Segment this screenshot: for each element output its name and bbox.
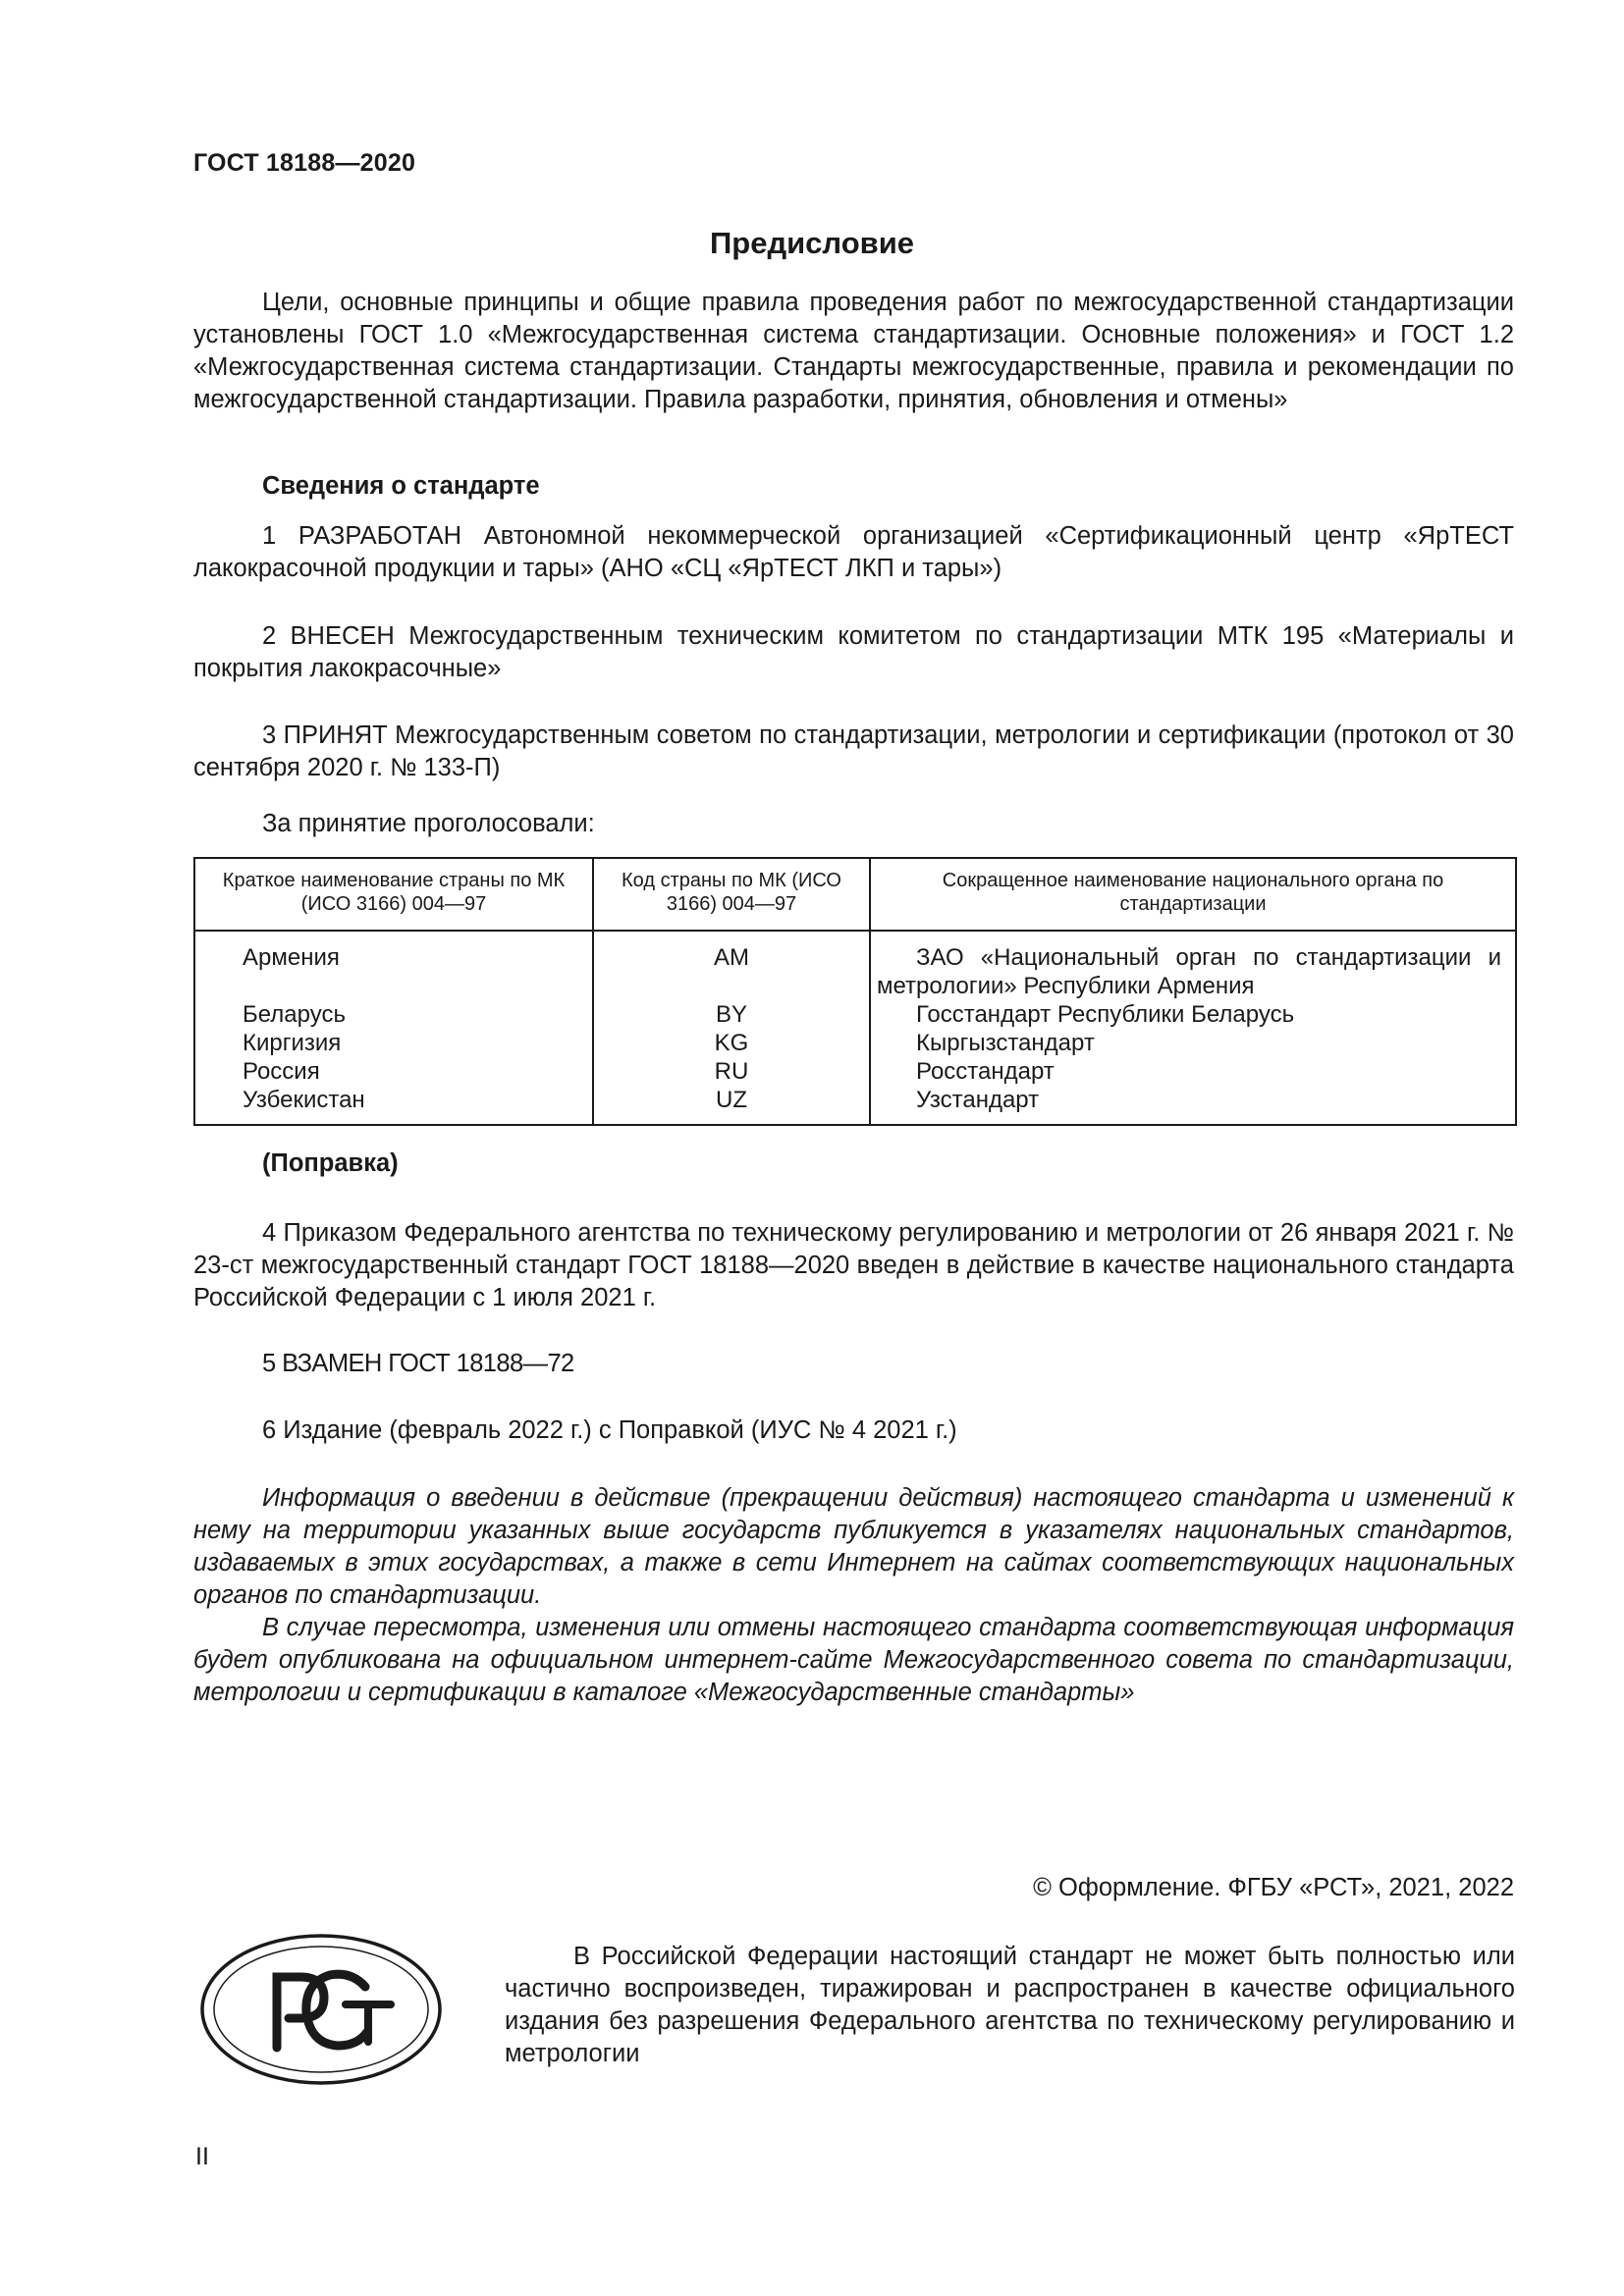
table-header-row bbox=[194, 858, 1516, 931]
table-row bbox=[194, 1000, 1516, 1029]
page-title: Предисловие bbox=[709, 226, 914, 260]
item-developed: 1 РАЗРАБОТАН Автономной некоммерческой организацией «Сертификационный центр «ЯрТЕСТ лакокрасочной продукции и тары» (АНО «СЦ «ЯрТЕСТ ЛКП и тары») bbox=[193, 522, 1514, 582]
country-cell: Узбекистан bbox=[194, 1086, 593, 1125]
info-heading: Сведения о стандарте bbox=[262, 472, 540, 500]
note-revision-info: В случае пересмотра, изменения или отмены настоящего стандарта соответствующая информация будет опубликована на официальном интернет-сайте Межгосударственного совета по стандартизации, метрологии и сертификации в каталоге «Межгосударственные стандарты» bbox=[193, 1614, 1514, 1706]
table-row bbox=[194, 1057, 1516, 1086]
body-cell: Кыргызстандарт bbox=[870, 1029, 1516, 1057]
item-adopted: 3 ПРИНЯТ Межгосударственным советом по стандартизации, метрологии и сертификации (протокол от 30 сентября 2020 г. № 133-П) bbox=[193, 721, 1514, 781]
reproduction-notice: В Российской Федерации настоящий стандарт не может быть полностью или частично воспроизведен, тиражирован и распространен в качестве официального издания без разрешения Федерального агентства по техническому регулированию и метрологии bbox=[505, 1943, 1515, 2067]
country-cell: Армения bbox=[194, 931, 593, 1000]
copyright-line: © Оформление. ФГБУ «РСТ», 2021, 2022 bbox=[1033, 1874, 1514, 1901]
voting-countries-table bbox=[193, 857, 1517, 1126]
country-cell: Киргизия bbox=[194, 1029, 593, 1057]
body-cell: Узстандарт bbox=[870, 1086, 1516, 1125]
country-cell: Россия bbox=[194, 1057, 593, 1086]
item-replaces: 5 ВЗАМЕН ГОСТ 18188—72 bbox=[262, 1350, 574, 1377]
column-header-body: Сокращенное наименование национального органа по стандартизации bbox=[870, 858, 1516, 931]
document-code: ГОСТ 18188—2020 bbox=[193, 149, 416, 177]
code-cell: KG bbox=[593, 1029, 870, 1057]
amendment-label: (Поправка) bbox=[262, 1149, 399, 1177]
intro-paragraph: Цели, основные принципы и общие правила проведения работ по межгосударственной стандартизации установлены ГОСТ 1.0 «Межгосударственная система стандартизации. Основные положения» и ГОСТ 1.2 «Межгосударственная система стандартизации. Стандарты межгосударственные, правила и рекомендации по межгосударственной стандартизации. Правила разработки, принятия, обновления и отмены» bbox=[193, 289, 1514, 413]
code-cell: RU bbox=[593, 1057, 870, 1086]
table-row bbox=[194, 931, 1516, 1000]
item-edition: 6 Издание (февраль 2022 г.) с Поправкой (ИУС № 4 2021 г.) bbox=[262, 1416, 957, 1444]
item-enacted: 4 Приказом Федерального агентства по техническому регулированию и метрологии от 26 января 2021 г. № 23-ст межгосударственный стандарт ГОСТ 18188—2020 введен в действие в качестве национального стандарта Российской Федерации с 1 июля 2021 г. bbox=[193, 1219, 1514, 1311]
column-header-code: Код страны по МК (ИСО 3166) 004—97 bbox=[593, 858, 870, 931]
table-row bbox=[194, 1029, 1516, 1057]
body-cell: Госстандарт Республики Беларусь bbox=[870, 1000, 1516, 1029]
body-cell: ЗАО «Национальный орган по стандартизации и метрологии» Республики Армения bbox=[870, 931, 1516, 1000]
code-cell: UZ bbox=[593, 1086, 870, 1125]
column-header-country: Краткое наименование страны по МК (ИСО 3166) 004—97 bbox=[194, 858, 593, 931]
vote-intro: За принятие проголосовали: bbox=[262, 810, 595, 837]
rst-logo-icon bbox=[198, 1932, 444, 2087]
code-cell: AM bbox=[593, 931, 870, 1000]
page-number: II bbox=[195, 2143, 209, 2170]
table-row bbox=[194, 1086, 1516, 1125]
note-enactment-info: Информация о введении в действие (прекращении действия) настоящего стандарта и изменений к нему на территории указанных выше государств публикуется в указателях национальных стандартов, издаваемых в этих государствах, а также в сети Интернет на сайтах соответствующих национальных органов по стандартизации. bbox=[193, 1484, 1514, 1609]
item-introduced: 2 ВНЕСЕН Межгосударственным техническим комитетом по стандартизации МТК 195 «Материалы и покрытия лакокрасочные» bbox=[193, 622, 1514, 682]
code-cell: BY bbox=[593, 1000, 870, 1029]
country-cell: Беларусь bbox=[194, 1000, 593, 1029]
body-cell: Росстандарт bbox=[870, 1057, 1516, 1086]
